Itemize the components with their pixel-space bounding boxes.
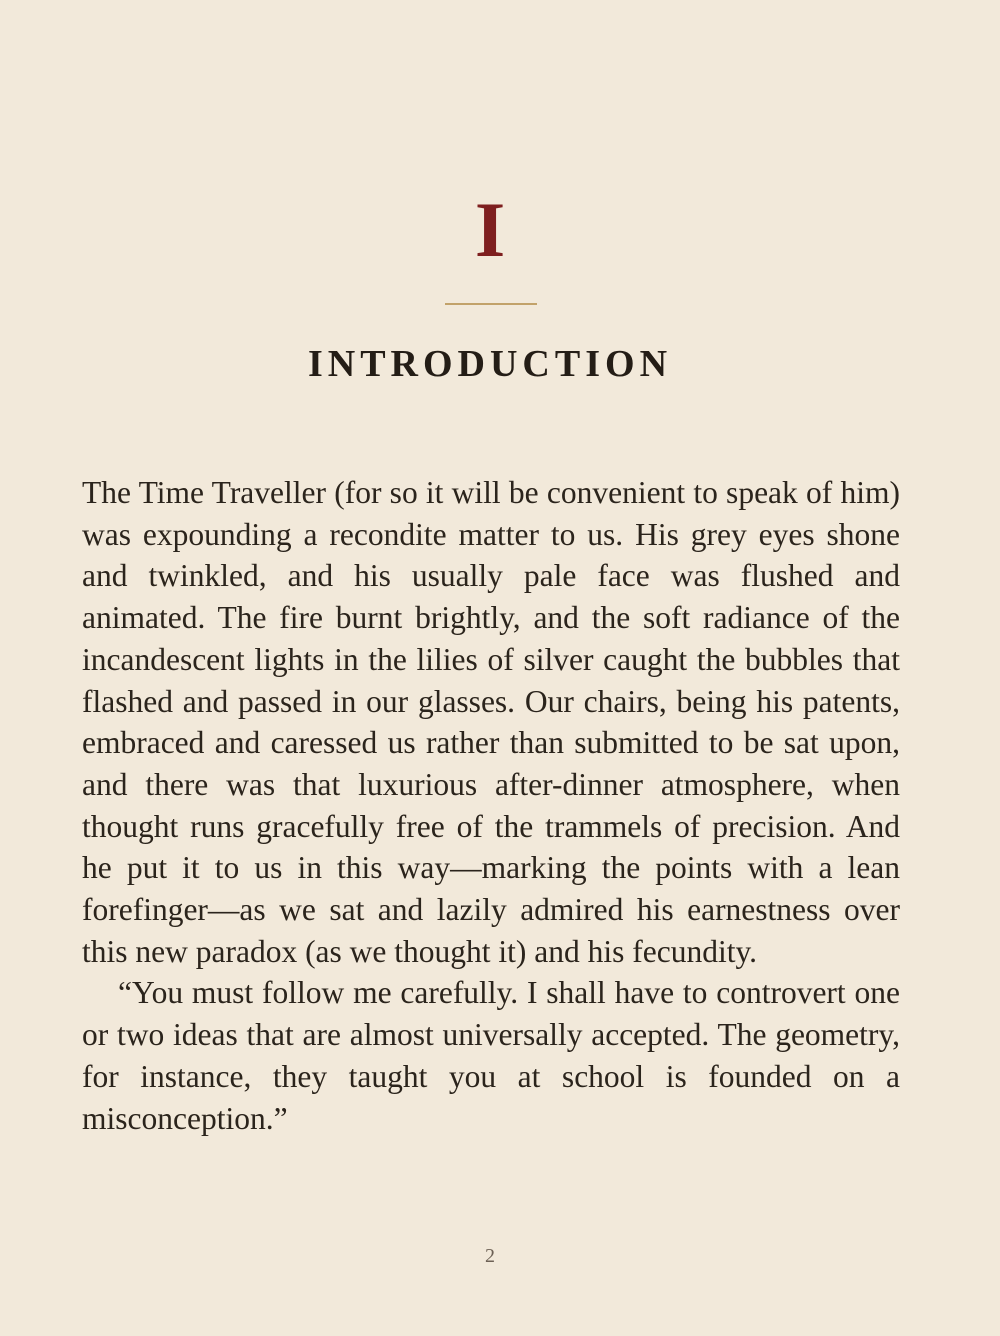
page-number: 2 — [485, 1245, 495, 1267]
chapter-body — [82, 472, 900, 1139]
chapter-title: INTRODUCTION — [307, 343, 673, 385]
chapter-divider — [445, 303, 537, 305]
paragraph: “You must follow me carefully. I shall have to controvert one or two ideas that are almost universally accepted. The geometry, for instance, they taught you at school is founded on a misconception.” — [82, 975, 900, 1136]
paragraph: The Time Traveller (for so it will be convenient to speak of him) was expounding a recondite matter to us. His grey eyes shone and twinkled, and his usually pale face was flushed and animated. The fire burnt brightly, and the soft radiance of the incandescent lights in the lilies of silver caught the bubbles that flashed and passed in our glasses. Our chairs, being his patents, embraced and caressed us rather than submitted to be sat upon, and there was that luxurious after-dinner atmosphere, when thought runs gracefully free of the trammels of precision. And he put it to us in this way—marking the points with a lean forefinger—as we sat and lazily admired his earnestness over this new paradox (as we thought it) and his fecundity. — [82, 475, 900, 969]
chapter-number: I — [474, 186, 506, 273]
